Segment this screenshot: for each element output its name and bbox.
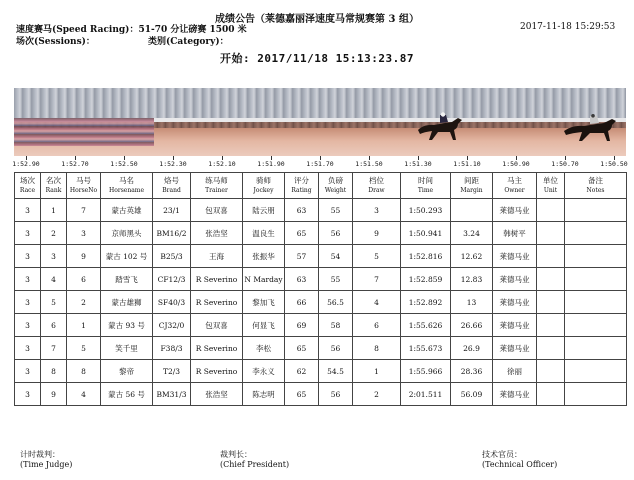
scale-label: 1:50.90 xyxy=(502,160,530,168)
table-cell: 23/1 xyxy=(153,199,191,222)
table-cell: 7 xyxy=(67,199,101,222)
column-header-en: Jockey xyxy=(253,186,274,194)
column-header-en: Time xyxy=(417,186,434,194)
table-cell: CF12/3 xyxy=(153,268,191,291)
column-header xyxy=(101,173,153,199)
table-cell: 3 xyxy=(353,199,401,222)
table-cell xyxy=(537,291,565,314)
scale-label: 1:52.50 xyxy=(110,160,138,168)
table-cell: 蒙古雄狮 xyxy=(101,291,153,314)
table-cell: 莱德马业 xyxy=(493,268,537,291)
table-cell: 2 xyxy=(67,291,101,314)
table-cell xyxy=(537,383,565,406)
table-cell: 蒙古英雄 xyxy=(101,199,153,222)
table-cell xyxy=(537,245,565,268)
column-header-cn: 时间 xyxy=(418,175,433,185)
column-header-en: Rank xyxy=(45,186,62,194)
table-row xyxy=(15,199,627,222)
table-cell: 55 xyxy=(319,268,353,291)
table-cell: 李永义 xyxy=(243,360,285,383)
table-cell: 62 xyxy=(285,360,319,383)
table-cell: 58 xyxy=(319,314,353,337)
column-header-en: Unit xyxy=(543,186,558,194)
table-cell xyxy=(451,199,493,222)
column-header-cn: 备注 xyxy=(588,175,603,185)
column-header-en: Brand xyxy=(162,186,181,194)
table-row xyxy=(15,337,627,360)
table-cell: N Marday xyxy=(243,268,285,291)
table-cell xyxy=(565,383,627,406)
table-cell: 1:55.966 xyxy=(401,360,451,383)
table-row xyxy=(15,360,627,383)
chief-president-signature xyxy=(220,450,289,470)
table-cell: 蒙古 102 号 xyxy=(101,245,153,268)
table-cell xyxy=(565,245,627,268)
table-cell: 1 xyxy=(353,360,401,383)
table-cell: 徐丽 xyxy=(493,360,537,383)
column-header-en: HorseNo xyxy=(69,186,98,194)
table-cell: T2/3 xyxy=(153,360,191,383)
table-cell: 8 xyxy=(67,360,101,383)
table-row xyxy=(15,268,627,291)
table-cell: 56.5 xyxy=(319,291,353,314)
table-cell: 3 xyxy=(15,314,41,337)
column-header xyxy=(401,173,451,199)
column-header xyxy=(41,173,67,199)
table-cell: 张振华 xyxy=(243,245,285,268)
column-header-en: Draw xyxy=(368,186,385,194)
column-header-en: Owner xyxy=(504,186,525,194)
table-cell: 3 xyxy=(15,383,41,406)
column-header-en: Notes xyxy=(586,186,605,194)
table-cell: 莱德马业 xyxy=(493,199,537,222)
column-header-cn: 马名 xyxy=(119,175,134,185)
column-header xyxy=(191,173,243,199)
table-cell: F38/3 xyxy=(153,337,191,360)
table-cell: 包双喜 xyxy=(191,199,243,222)
time-judge-label: 计时裁判： xyxy=(20,450,60,459)
table-cell: 6 xyxy=(67,268,101,291)
table-cell: 包双喜 xyxy=(191,314,243,337)
column-header-cn: 评分 xyxy=(294,175,309,185)
table-cell: 黎加飞 xyxy=(243,291,285,314)
column-header-cn: 间距 xyxy=(464,175,479,185)
column-header-en: Margin xyxy=(460,186,483,194)
table-cell xyxy=(565,199,627,222)
technical-officer-signature xyxy=(482,450,557,470)
table-cell: 5 xyxy=(67,337,101,360)
table-cell: 踏雪飞 xyxy=(101,268,153,291)
table-cell: R Severino xyxy=(191,291,243,314)
table-cell: 8 xyxy=(353,337,401,360)
table-cell xyxy=(537,199,565,222)
column-header-cn: 马号 xyxy=(76,175,91,185)
table-cell xyxy=(565,314,627,337)
table-cell: 莱德马业 xyxy=(493,245,537,268)
column-header-cn: 马主 xyxy=(507,175,522,185)
scale-label: 1:52.10 xyxy=(208,160,236,168)
table-cell: 1:52.859 xyxy=(401,268,451,291)
table-cell: 13 xyxy=(451,291,493,314)
table-cell: 陈志明 xyxy=(243,383,285,406)
table-cell xyxy=(565,291,627,314)
horse-silhouette xyxy=(562,114,622,142)
scale-label: 1:50.70 xyxy=(551,160,579,168)
table-cell xyxy=(537,222,565,245)
category-label: 类别(Category)： xyxy=(148,37,229,47)
table-cell: 黎帝 xyxy=(101,360,153,383)
table-cell: 3 xyxy=(15,360,41,383)
table-cell: 26.66 xyxy=(451,314,493,337)
table-cell: 56 xyxy=(319,383,353,406)
table-cell: 28.36 xyxy=(451,360,493,383)
table-cell: 7 xyxy=(41,337,67,360)
table-cell: 1:52.892 xyxy=(401,291,451,314)
column-header xyxy=(537,173,565,199)
results-table xyxy=(14,172,627,406)
photo-time-scale xyxy=(14,156,626,170)
column-header-cn: 单位 xyxy=(543,175,558,185)
table-cell: 何显飞 xyxy=(243,314,285,337)
table-cell xyxy=(537,268,565,291)
table-cell: 26.9 xyxy=(451,337,493,360)
table-cell: 温良生 xyxy=(243,222,285,245)
table-cell: 3 xyxy=(15,291,41,314)
column-header xyxy=(15,173,41,199)
column-header xyxy=(67,173,101,199)
table-cell: 56 xyxy=(319,337,353,360)
column-header-cn: 骑师 xyxy=(256,175,271,185)
scale-label: 1:51.90 xyxy=(257,160,285,168)
column-header-cn: 烙号 xyxy=(164,175,179,185)
table-cell: 韩树平 xyxy=(493,222,537,245)
table-cell: 莱德马业 xyxy=(493,383,537,406)
column-header-cn: 档位 xyxy=(369,175,384,185)
table-cell: 蒙古 93 号 xyxy=(101,314,153,337)
page-title: 成绩公告（莱德嘉丽泽速度马常规赛第 3 组） xyxy=(215,14,419,25)
column-header-cn: 名次 xyxy=(46,175,61,185)
chief-president-label-en: (Chief President) xyxy=(220,460,290,469)
technical-officer-label-en: (Technical Officer) xyxy=(482,460,558,469)
table-cell: 蒙古 56 号 xyxy=(101,383,153,406)
column-header xyxy=(319,173,353,199)
table-cell: 6 xyxy=(41,314,67,337)
race-type: 速度赛马(Speed Racing)：51-70 分让磅赛 1500 米 xyxy=(16,25,247,35)
table-cell: 李松 xyxy=(243,337,285,360)
column-header xyxy=(285,173,319,199)
table-cell: 3 xyxy=(15,245,41,268)
table-cell: 65 xyxy=(285,383,319,406)
technical-officer-label: 技术官员： xyxy=(482,450,522,459)
table-row xyxy=(15,291,627,314)
scale-label: 1:51.70 xyxy=(306,160,334,168)
table-cell: 9 xyxy=(353,222,401,245)
table-cell xyxy=(565,360,627,383)
table-cell: 63 xyxy=(285,199,319,222)
start-time: 开始: 2017/11/18 15:13:23.87 xyxy=(220,52,414,65)
table-cell: BM31/3 xyxy=(153,383,191,406)
column-header-cn: 负磅 xyxy=(328,175,343,185)
table-cell: 12.62 xyxy=(451,245,493,268)
column-header xyxy=(243,173,285,199)
column-header-en: Trainer xyxy=(205,186,228,194)
table-cell: 56.09 xyxy=(451,383,493,406)
table-row xyxy=(15,314,627,337)
table-cell: 12.83 xyxy=(451,268,493,291)
scale-label: 1:51.10 xyxy=(453,160,481,168)
table-cell: R Severino xyxy=(191,337,243,360)
scale-label: 1:51.50 xyxy=(355,160,383,168)
scale-label: 1:52.30 xyxy=(159,160,187,168)
table-cell: 1:52.816 xyxy=(401,245,451,268)
table-cell: 3 xyxy=(15,268,41,291)
table-cell: 1 xyxy=(41,199,67,222)
table-cell: 56 xyxy=(319,222,353,245)
table-cell: 8 xyxy=(41,360,67,383)
table-cell: 54.5 xyxy=(319,360,353,383)
table-cell: 3.24 xyxy=(451,222,493,245)
column-header-cn: 场次 xyxy=(20,175,35,185)
table-cell: B25/3 xyxy=(153,245,191,268)
table-cell: 2 xyxy=(353,383,401,406)
time-judge-signature xyxy=(20,450,72,470)
photo-finish-image xyxy=(14,88,626,156)
table-header-row xyxy=(15,173,627,199)
table-cell: 4 xyxy=(67,383,101,406)
table-cell: 54 xyxy=(319,245,353,268)
table-cell: 2:01.511 xyxy=(401,383,451,406)
table-row xyxy=(15,245,627,268)
table-cell: 莱德马业 xyxy=(493,291,537,314)
table-cell: 3 xyxy=(41,245,67,268)
table-cell: 3 xyxy=(15,337,41,360)
table-cell: 65 xyxy=(285,337,319,360)
table-cell: 莱德马业 xyxy=(493,314,537,337)
table-cell: 6 xyxy=(353,314,401,337)
table-cell: 1:50.293 xyxy=(401,199,451,222)
table-cell: 57 xyxy=(285,245,319,268)
photo-stands xyxy=(14,88,626,118)
chief-president-label: 裁判长： xyxy=(220,450,252,459)
table-cell xyxy=(565,268,627,291)
table-cell: 陆云朋 xyxy=(243,199,285,222)
time-judge-label-en: (Time Judge) xyxy=(20,460,73,469)
table-cell: CJ32/0 xyxy=(153,314,191,337)
column-header-cn: 练马师 xyxy=(205,175,228,185)
column-header xyxy=(153,173,191,199)
scale-label: 1:52.90 xyxy=(12,160,40,168)
table-cell: 4 xyxy=(353,291,401,314)
table-cell: 1:55.626 xyxy=(401,314,451,337)
table-cell: 京师黑头 xyxy=(101,222,153,245)
table-cell: 莱德马业 xyxy=(493,337,537,360)
table-cell: 1 xyxy=(67,314,101,337)
report-datetime: 2017-11-18 15:29:53 xyxy=(520,22,616,32)
horse-silhouette xyxy=(414,112,466,142)
column-header-en: Rating xyxy=(291,186,312,194)
column-header xyxy=(493,173,537,199)
table-cell: R Severino xyxy=(191,360,243,383)
table-cell: 5 xyxy=(353,245,401,268)
column-header xyxy=(451,173,493,199)
column-header xyxy=(353,173,401,199)
table-cell: 1:55.673 xyxy=(401,337,451,360)
table-cell: 7 xyxy=(353,268,401,291)
table-row xyxy=(15,222,627,245)
table-cell: 张浩坚 xyxy=(191,383,243,406)
table-cell: SF40/3 xyxy=(153,291,191,314)
table-cell: 1:50.941 xyxy=(401,222,451,245)
table-cell: 66 xyxy=(285,291,319,314)
table-cell: 笑千里 xyxy=(101,337,153,360)
table-cell: 69 xyxy=(285,314,319,337)
table-row xyxy=(15,383,627,406)
column-header-en: Race xyxy=(19,186,36,194)
scale-label: 1:51.30 xyxy=(404,160,432,168)
table-cell: 3 xyxy=(67,222,101,245)
table-cell: 4 xyxy=(41,268,67,291)
column-header xyxy=(565,173,627,199)
scale-label: 1:52.70 xyxy=(61,160,89,168)
table-cell: R Severino xyxy=(191,268,243,291)
table-cell: 9 xyxy=(67,245,101,268)
table-cell: 王海 xyxy=(191,245,243,268)
table-cell xyxy=(537,360,565,383)
table-cell xyxy=(537,314,565,337)
table-cell: 9 xyxy=(41,383,67,406)
table-cell: 65 xyxy=(285,222,319,245)
table-cell xyxy=(537,337,565,360)
photo-blurred-horse xyxy=(14,118,154,146)
table-cell: 5 xyxy=(41,291,67,314)
table-cell: 3 xyxy=(15,222,41,245)
table-cell: BM16/2 xyxy=(153,222,191,245)
scale-label: 1:50.50 xyxy=(600,160,628,168)
column-header-en: Weight xyxy=(324,186,347,194)
table-cell: 3 xyxy=(15,199,41,222)
column-header-en: Horsename xyxy=(108,186,145,194)
table-cell: 张浩坚 xyxy=(191,222,243,245)
table-cell: 2 xyxy=(41,222,67,245)
table-cell: 63 xyxy=(285,268,319,291)
table-cell xyxy=(565,337,627,360)
sessions-label: 场次(Sessions)： xyxy=(16,37,95,47)
table-cell: 55 xyxy=(319,199,353,222)
table-cell xyxy=(565,222,627,245)
